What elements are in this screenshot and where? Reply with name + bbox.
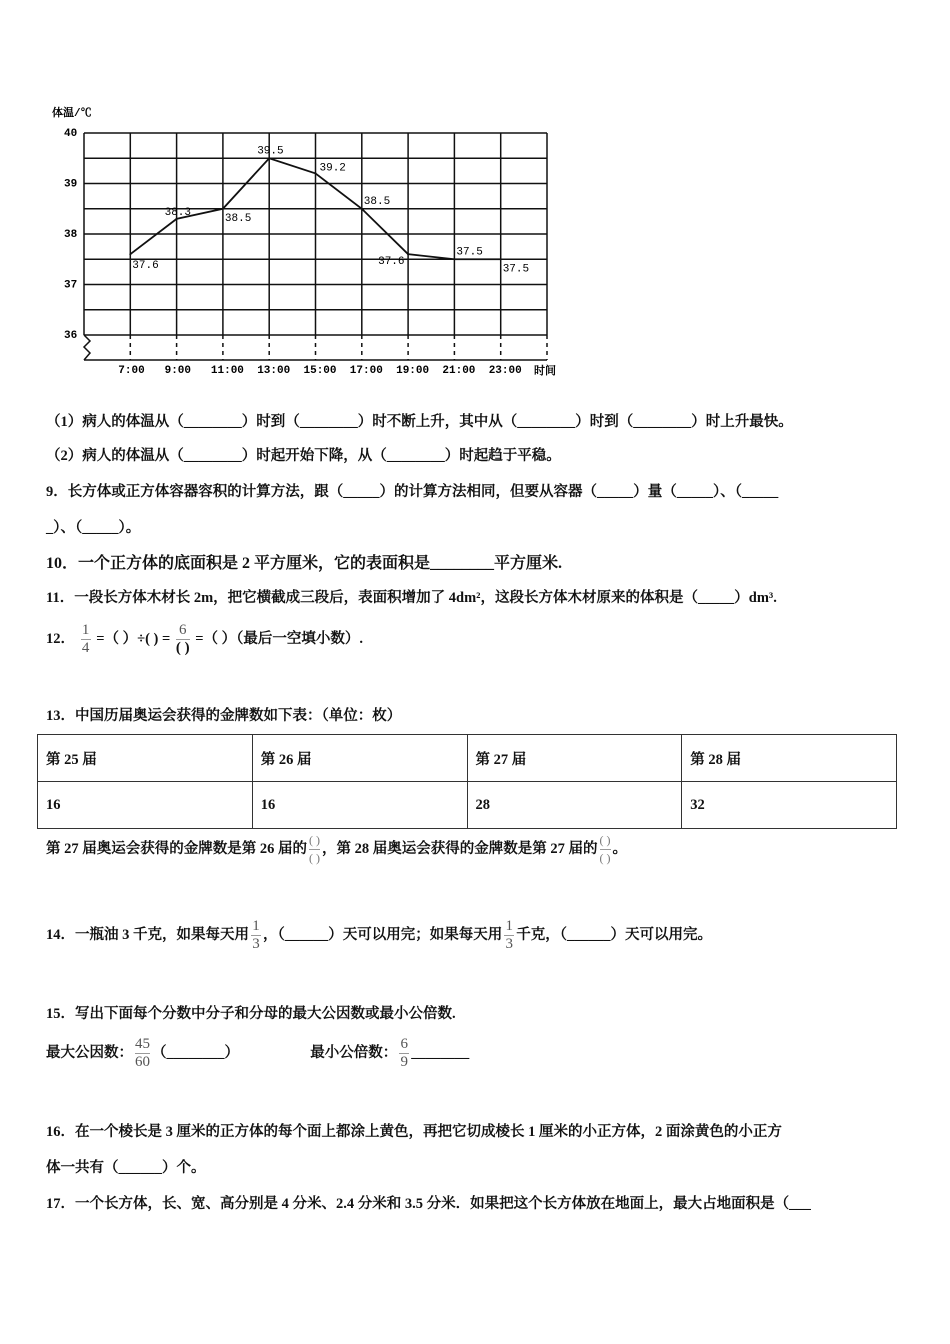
q15-title: 15．写出下面每个分数中分子和分母的最大公因数或最小公倍数. [46, 1006, 456, 1022]
table-cell: 第 28 届 [682, 735, 897, 782]
q12-tail: =（ ）（最后一空填小数）. [195, 630, 364, 647]
q8-part2: （2）病人的体温从（________）时起开始下降，从（________）时起趋于平稳。 [46, 448, 561, 464]
data-label: 38.5 [224, 212, 252, 225]
q13-text-a: 第 27 届奥运会获得的金牌数是第 26 届的 [46, 840, 307, 857]
q17: 17．一个长方体，长、宽、高分别是 4 分米、2.4 分米和 3.5 分米．如果把这个长方体放在地面上，最大占地面积是（___ [46, 1196, 811, 1212]
x-tick-label: 23:00 [488, 365, 522, 377]
y-axis-label: 体温/℃ [52, 108, 92, 120]
x-tick-label: 17:00 [349, 365, 383, 377]
x-tick-label: 9:00 [164, 365, 192, 377]
q15-answers [46, 1036, 469, 1071]
q12 [46, 622, 363, 657]
fraction-45-60 [135, 1036, 150, 1071]
denominator: ( ) [309, 851, 320, 865]
fraction-1-4 [81, 622, 91, 657]
data-point [407, 253, 409, 255]
data-label: 39.5 [257, 145, 284, 158]
q13-question [46, 832, 627, 867]
data-label: 38.3 [164, 206, 192, 219]
table-cell: 第 26 届 [252, 735, 467, 782]
gold-medal-table [37, 734, 897, 829]
data-label: 37.5 [502, 263, 530, 276]
denominator: 60 [135, 1054, 150, 1070]
fraction-6-9 [399, 1036, 409, 1071]
q16-line1: 16．在一个棱长是 3 厘米的正方体的每个面上都涂上黄色，再把它切成棱长 1 厘米的小正方体，2 面涂黄色的小正方 [46, 1124, 782, 1140]
x-tick-label: 19:00 [396, 365, 430, 377]
q14-text-c: 千克，（______）天可以用完。 [516, 926, 712, 943]
table-cell: 16 [38, 782, 253, 829]
denominator: ( ) [599, 851, 611, 865]
x-tick-label: 7:00 [118, 365, 145, 377]
numerator: 1 [81, 622, 90, 638]
numerator: 1 [252, 918, 260, 934]
x-tick-label: 15:00 [303, 365, 337, 377]
q14-text-b: ，（______）天可以用完；如果每天用 [263, 926, 503, 943]
gcd-label: 最大公因数： [46, 1044, 133, 1061]
table-cell: 16 [252, 782, 467, 829]
data-label: 37.6 [132, 260, 159, 273]
fraction-6-blank [176, 622, 190, 657]
lcm-blank: ________ [411, 1044, 470, 1061]
y-tick-label: 38 [64, 229, 78, 241]
x-tick-label: 13:00 [257, 365, 291, 377]
q13-text-c: 。 [612, 840, 627, 857]
q10: 10．一个正方体的底面积是 2 平方厘米，它的表面积是________平方厘米. [46, 555, 563, 572]
data-point [222, 208, 224, 210]
denominator: 4 [81, 640, 90, 656]
data-point [315, 172, 317, 174]
data-point [453, 258, 455, 260]
table-header-row [38, 735, 897, 782]
q8-part1: （1）病人的体温从（________）时到（________）时不断上升，其中从（________）时到（________）时上升最快。 [46, 414, 793, 430]
data-point [361, 208, 363, 210]
data-label: 37.5 [456, 246, 483, 259]
axis-break-icon [84, 335, 90, 360]
q12-number: 12． [46, 630, 75, 647]
denominator: 3 [252, 936, 260, 952]
y-tick-label: 36 [64, 330, 78, 342]
data-point [500, 258, 502, 260]
q16-line2: 体一共有（______）个。 [46, 1160, 206, 1176]
numerator: 6 [400, 1036, 408, 1052]
q14 [46, 918, 712, 953]
fraction-1-3 [251, 918, 261, 953]
denominator: ( ) [175, 640, 190, 656]
q13-text-b: ，第 28 届奥运会获得的金牌数是第 27 届的 [322, 840, 598, 857]
numerator: ( ) [599, 833, 611, 847]
numerator: 6 [179, 622, 187, 638]
table-cell: 第 25 届 [38, 735, 253, 782]
numerator: 45 [135, 1036, 150, 1052]
data-point [268, 157, 270, 159]
table-cell: 第 27 届 [467, 735, 682, 782]
lcm-label: 最小公倍数： [310, 1044, 398, 1061]
table-cell: 28 [467, 782, 682, 829]
numerator: ( ) [309, 833, 320, 847]
temperature-line-chart [0, 0, 580, 390]
x-tick-label: 11:00 [210, 365, 244, 377]
numerator: 1 [505, 918, 513, 934]
q9-line1: 9．长方体或正方体容器容积的计算方法，跟（_____）的计算方法相同，但要从容器（_____）量（_____）、（_____ [46, 484, 779, 500]
x-axis-label: 时间 [534, 366, 556, 378]
data-label: 39.2 [319, 162, 346, 175]
blank-fraction [600, 832, 611, 867]
q13-title: 13．中国历届奥运会获得的金牌数如下表：（单位：枚） [46, 708, 402, 724]
x-tick-label: 21:00 [442, 365, 476, 377]
table-cell: 32 [682, 782, 897, 829]
q14-text-a: 14．一瓶油 3 千克，如果每天用 [46, 926, 249, 943]
fraction-1-3 [504, 918, 514, 953]
denominator: 3 [505, 936, 513, 952]
y-tick-label: 40 [64, 128, 78, 140]
blank-fraction [309, 832, 320, 867]
q11: 11．一段长方体木材长 2m，把它横截成三段后，表面积增加了 4dm²，这段长方体木材原来的体积是（_____）dm³. [46, 590, 777, 606]
q9-line2: _）、（_____）。 [46, 520, 141, 536]
data-label: 37.6 [378, 256, 405, 269]
q12-middle: =（ ）÷( ) = [96, 630, 171, 647]
table-row [38, 782, 897, 829]
y-tick-label: 37 [64, 279, 78, 292]
denominator: 9 [400, 1054, 408, 1070]
data-point [129, 253, 131, 255]
data-label: 38.5 [363, 195, 391, 208]
y-tick-label: 39 [64, 178, 78, 191]
gcd-blank: （________） [152, 1044, 239, 1061]
